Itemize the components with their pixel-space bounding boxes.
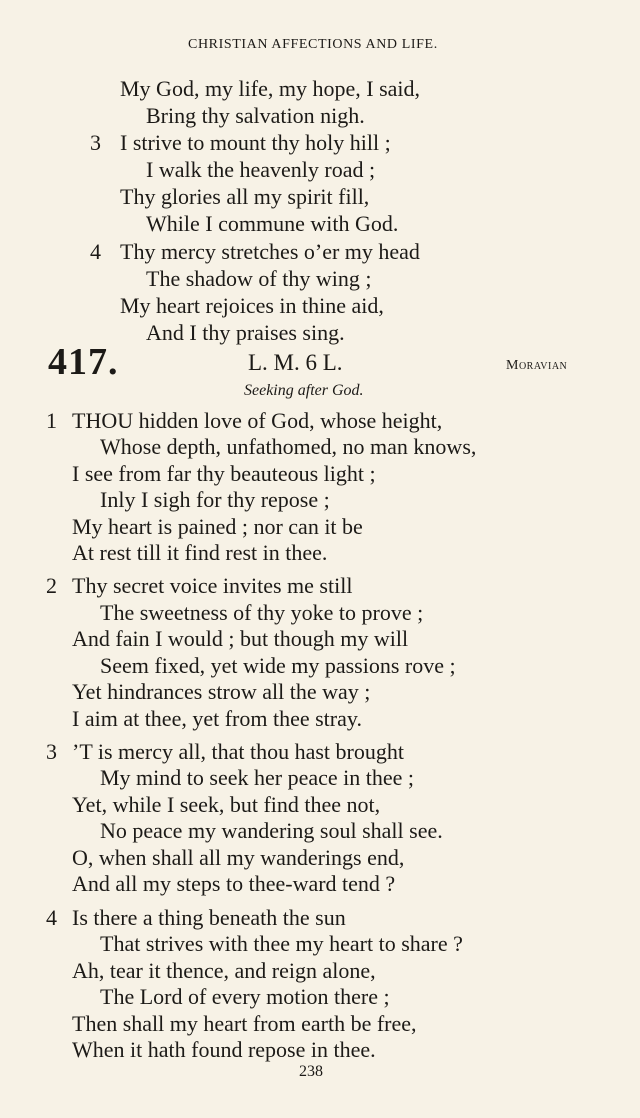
running-header: CHRISTIAN AFFECTIONS AND LIFE.: [188, 37, 438, 52]
verse-line: Thy glories all my spirit fill,: [120, 184, 370, 209]
stanza-number: 4: [46, 905, 57, 930]
verse-line: ’T is mercy all, that thou hast brought: [72, 739, 404, 764]
verse-line: I strive to mount thy holy hill ;: [120, 130, 391, 155]
verse-line: My mind to seek her peace in thee ;: [100, 765, 415, 790]
hymn-number: 417.: [48, 341, 119, 383]
verse-line: I aim at thee, yet from thee stray.: [72, 706, 362, 731]
verse-line: Is there a thing beneath the sun: [72, 905, 346, 930]
verse-line: Whose depth, unfathomed, no man knows,: [100, 434, 477, 459]
verse-line: My God, my life, my hope, I said,: [120, 76, 421, 101]
stanza-number: 3: [90, 130, 101, 155]
verse-line: The Lord of every motion there ;: [100, 984, 390, 1009]
stanza-number: 2: [46, 573, 57, 598]
verse-line: And I thy praises sing.: [146, 320, 345, 345]
verse-line: And all my steps to thee-ward tend ?: [72, 871, 396, 896]
tune-name: Moravian: [506, 358, 568, 373]
verse-line: THOU hidden love of God, whose height,: [72, 408, 443, 433]
hymn-meter: L. M. 6 L.: [248, 350, 343, 375]
verse-line: When it hath found repose in thee.: [72, 1037, 376, 1062]
verse-line: Yet hindrances strow all the way ;: [72, 679, 371, 704]
stanza-number: 3: [46, 739, 57, 764]
verse-line: My heart rejoices in thine aid,: [120, 293, 384, 318]
stanza-number: 1: [46, 408, 57, 433]
verse-line: Thy secret voice invites me still: [72, 573, 353, 598]
verse-line: Bring thy salvation nigh.: [146, 103, 365, 128]
hymn-subtitle: Seeking after God.: [244, 382, 364, 399]
verse-line: While I commune with God.: [146, 211, 399, 236]
verse-line: The shadow of thy wing ;: [146, 266, 372, 291]
verse-line: The sweetness of thy yoke to prove ;: [100, 600, 424, 625]
verse-line: And fain I would ; but though my will: [72, 626, 409, 651]
verse-line: Seem fixed, yet wide my passions rove ;: [100, 653, 456, 678]
verse-line: No peace my wandering soul shall see.: [100, 818, 443, 843]
verse-line: I see from far thy beauteous light ;: [72, 461, 376, 486]
verse-line: I walk the heavenly road ;: [146, 157, 376, 182]
verse-line: Thy mercy stretches o’er my head: [120, 239, 420, 264]
verse-line: At rest till it find rest in thee.: [72, 540, 328, 565]
stanza-number: 4: [90, 239, 101, 264]
verse-line: That strives with thee my heart to share ?: [100, 931, 463, 956]
verse-line: My heart is pained ; nor can it be: [72, 514, 363, 539]
verse-line: O, when shall all my wanderings end,: [72, 845, 405, 870]
verse-line: Ah, tear it thence, and reign alone,: [72, 958, 376, 983]
verse-line: Then shall my heart from earth be free,: [72, 1011, 417, 1036]
page-number: 238: [299, 1063, 323, 1080]
verse-line: Inly I sigh for thy repose ;: [100, 487, 330, 512]
verse-line: Yet, while I seek, but find thee not,: [72, 792, 381, 817]
